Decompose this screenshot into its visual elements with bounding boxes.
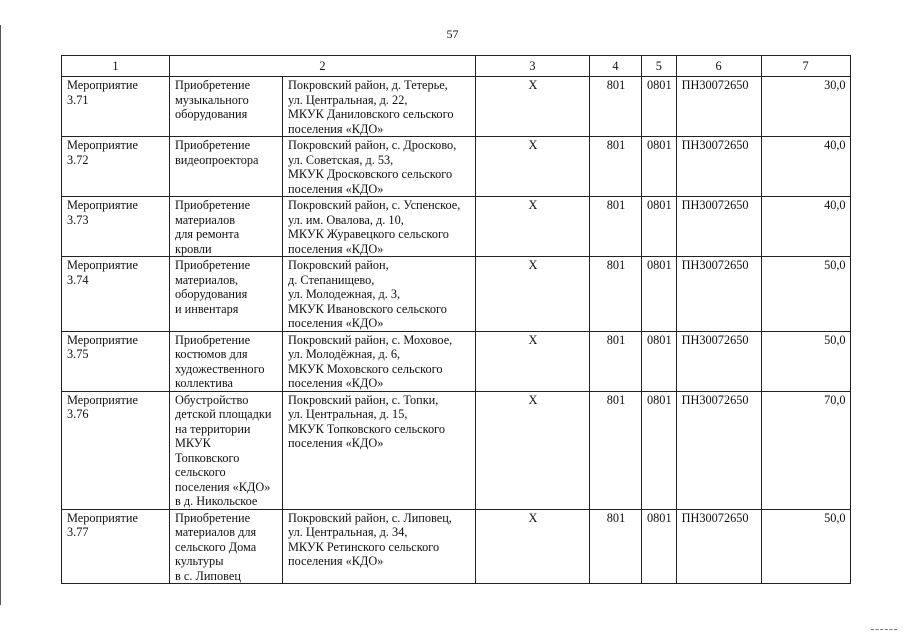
col4-cell: 801 [590,77,642,137]
col3-cell: Х [476,77,590,137]
col6-cell: ПН30072650 [676,137,761,197]
table-row [62,257,851,332]
col5-cell: 0801 [642,77,677,137]
col3-cell: Х [476,137,590,197]
item-cell: Приобретение материалов для сельского Дома культуры в с. Липовец [170,509,283,584]
location-cell: Покровский район, д. Тетерье, ул. Центральная, д. 22, МКУК Даниловского сельского поселения «КДО» [283,77,476,137]
page-edge-line [0,25,1,605]
header-cell-2: 2 [170,56,476,77]
col7-cell: 50,0 [761,331,850,391]
col5-cell: 0801 [642,391,677,509]
page-number: 57 [446,27,459,41]
event-cell: Мероприятие 3.73 [62,197,170,257]
table-row [62,197,851,257]
col6-cell: ПН30072650 [676,391,761,509]
event-cell: Мероприятие 3.74 [62,257,170,332]
col3-cell: Х [476,331,590,391]
col5-cell: 0801 [642,197,677,257]
col7-cell: 70,0 [761,391,850,509]
event-cell: Мероприятие 3.76 [62,391,170,509]
header-cell-3: 3 [476,56,590,77]
col6-cell: ПН30072650 [676,509,761,584]
header-cell-7: 7 [761,56,850,77]
col7-cell: 50,0 [761,257,850,332]
event-cell: Мероприятие 3.77 [62,509,170,584]
col4-cell: 801 [590,137,642,197]
col4-cell: 801 [590,257,642,332]
table-row [62,331,851,391]
col4-cell: 801 [590,509,642,584]
event-cell: Мероприятие 3.71 [62,77,170,137]
header-cell-4: 4 [590,56,642,77]
col5-cell: 0801 [642,509,677,584]
col6-cell: ПН30072650 [676,331,761,391]
location-cell: Покровский район, д. Степанищево, ул. Молодежная, д. 3, МКУК Ивановского сельского поселения «КДО» [283,257,476,332]
col5-cell: 0801 [642,331,677,391]
header-cell-6: 6 [676,56,761,77]
header-row [62,56,851,77]
col3-cell: Х [476,257,590,332]
col6-cell: ПН30072650 [676,257,761,332]
col4-cell: 801 [590,331,642,391]
table-row [62,137,851,197]
location-cell: Покровский район, с. Топки, ул. Центральная, д. 15, МКУК Топковского сельского поселения «КДО» [283,391,476,509]
col5-cell: 0801 [642,137,677,197]
item-cell: Приобретение музыкального оборудования [170,77,283,137]
col7-cell: 50,0 [761,509,850,584]
col6-cell: ПН30072650 [676,197,761,257]
table-row [62,509,851,584]
col4-cell: 801 [590,197,642,257]
event-cell: Мероприятие 3.72 [62,137,170,197]
header-cell-5: 5 [642,56,677,77]
col4-cell: 801 [590,391,642,509]
budget-table [61,55,851,584]
col5-cell: 0801 [642,257,677,332]
event-cell: Мероприятие 3.75 [62,331,170,391]
col7-cell: 40,0 [761,197,850,257]
col3-cell: Х [476,509,590,584]
location-cell: Покровский район, с. Дросково, ул. Советская, д. 53, МКУК Дросковского сельского поселения «КДО» [283,137,476,197]
item-cell: Приобретение материалов, оборудования и инвентаря [170,257,283,332]
table-row [62,77,851,137]
col3-cell: Х [476,391,590,509]
item-cell: Обустройство детской площадки на территории МКУК Топковского сельского поселения «КДО» в д. Никольское [170,391,283,509]
location-cell: Покровский район, с. Успенское, ул. им. Овалова, д. 10, МКУК Журавецкого сельского поселения «КДО» [283,197,476,257]
item-cell: Приобретение материалов для ремонта кровли [170,197,283,257]
location-cell: Покровский район, с. Липовец, ул. Центральная, д. 34, МКУК Ретинского сельского поселения «КДО» [283,509,476,584]
header-cell-1: 1 [62,56,170,77]
item-cell: Приобретение видеопроектора [170,137,283,197]
scan-mark [871,629,897,632]
table-row [62,391,851,509]
col3-cell: Х [476,197,590,257]
item-cell: Приобретение костюмов для художественного коллектива [170,331,283,391]
location-cell: Покровский район, с. Моховое, ул. Молодёжная, д. 6, МКУК Моховского сельского поселения «КДО» [283,331,476,391]
col6-cell: ПН30072650 [676,77,761,137]
col7-cell: 40,0 [761,137,850,197]
col7-cell: 30,0 [761,77,850,137]
